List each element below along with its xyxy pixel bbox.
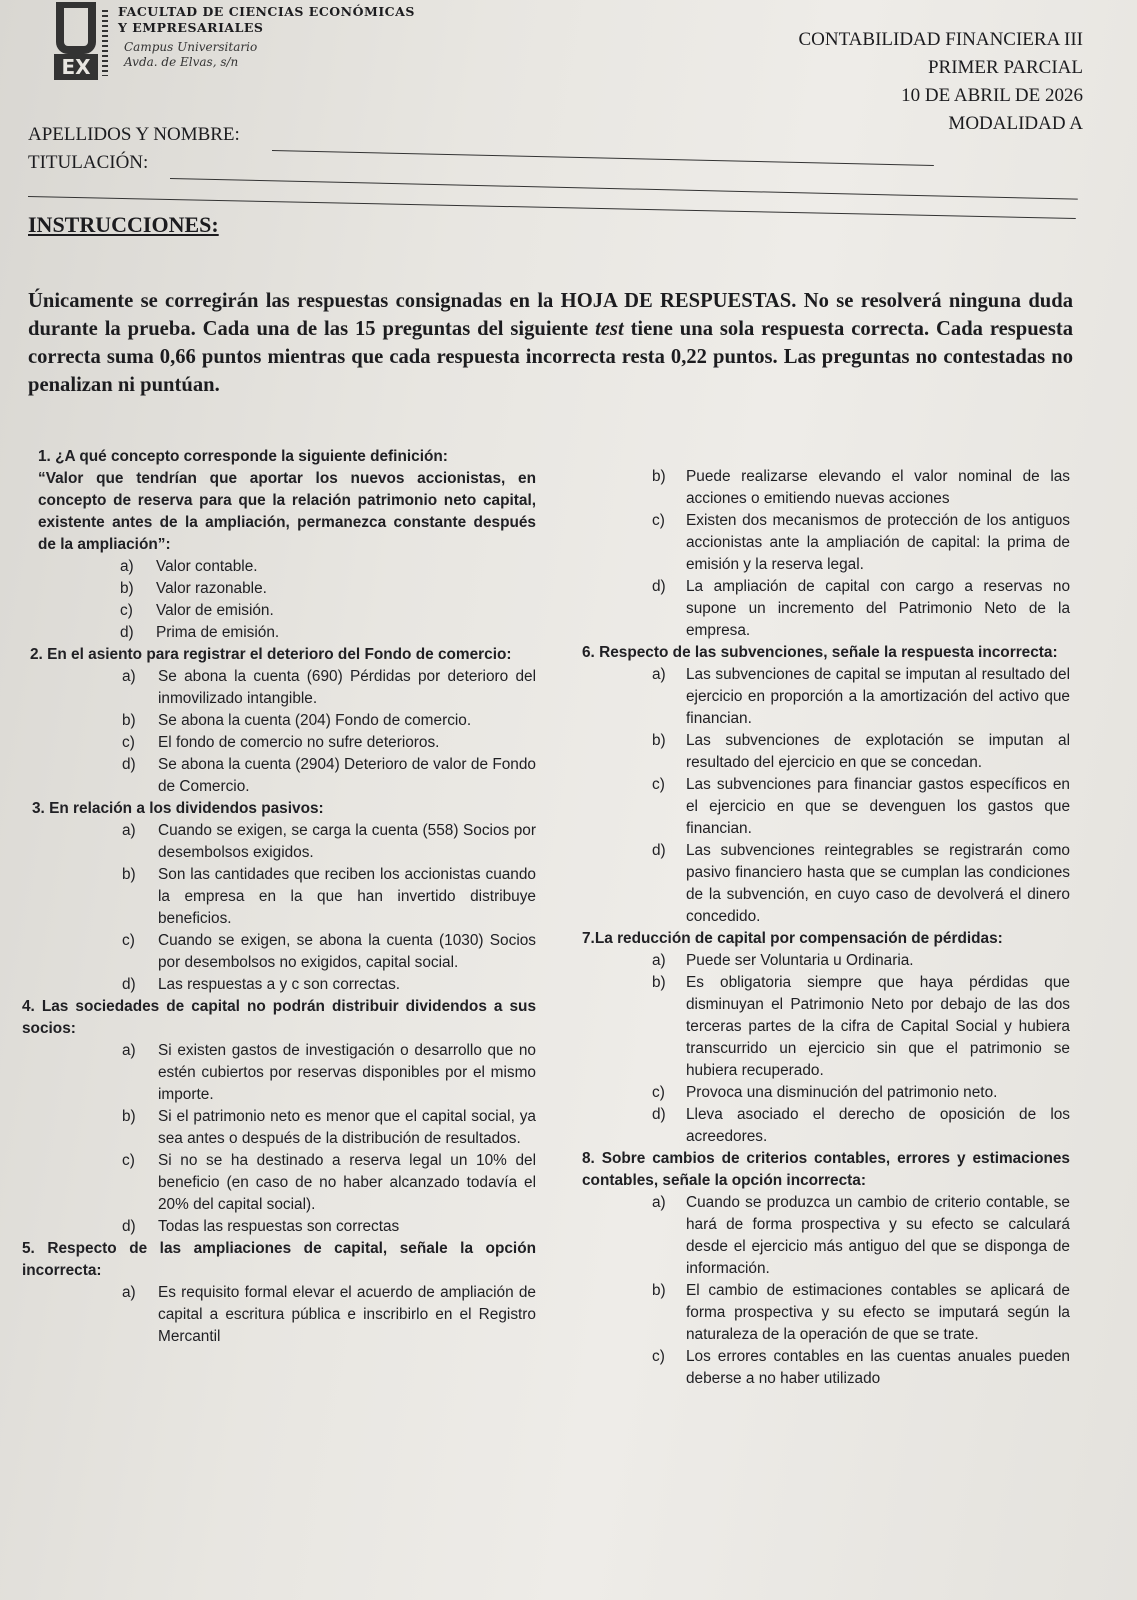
answer-option[interactable] bbox=[582, 1280, 1070, 1346]
option-text: Puede realizarse elevando el valor nominal de las acciones o emitiendo nuevas acciones bbox=[686, 468, 1070, 507]
option-text: Es requisito formal elevar el acuerdo de ampliación de capital a escritura pública e inscribirlo en el Registro Mercantil bbox=[158, 1284, 536, 1345]
answer-option[interactable] bbox=[582, 1192, 1070, 1280]
option-text: Se abona la cuenta (690) Pérdidas por deterioro del inmovilizado intangible. bbox=[158, 668, 536, 707]
question-6 bbox=[582, 642, 1070, 928]
faculty-name bbox=[118, 4, 415, 36]
option-letter: b) bbox=[122, 866, 136, 883]
question-3-title: 3. En relación a los dividendos pasivos: bbox=[32, 800, 324, 817]
option-letter: c) bbox=[120, 602, 133, 619]
answer-option[interactable] bbox=[30, 666, 536, 710]
option-text: Prima de emisión. bbox=[156, 624, 280, 641]
option-letter: c) bbox=[652, 512, 665, 529]
address-line: Avda. de Elvas, s/n bbox=[124, 55, 239, 69]
option-letter: c) bbox=[652, 1348, 665, 1365]
answer-option[interactable] bbox=[582, 466, 1070, 510]
option-letter: a) bbox=[122, 668, 136, 685]
option-text: Lleva asociado el derecho de oposición de los acreedores. bbox=[686, 1106, 1070, 1145]
option-text: Las subvenciones de capital se imputan al resultado del ejercicio en proporción a la amortización del activo que financian. bbox=[686, 666, 1070, 727]
answer-option[interactable] bbox=[22, 1282, 536, 1348]
answer-option[interactable] bbox=[38, 622, 536, 644]
instructions-text bbox=[28, 287, 1073, 399]
option-letter: c) bbox=[652, 776, 665, 793]
option-text: El cambio de estimaciones contables se aplicará de forma prospectiva y su efecto se imputará según la naturaleza de la operación de que se trate. bbox=[686, 1282, 1070, 1343]
answer-option[interactable] bbox=[32, 864, 536, 930]
option-letter: d) bbox=[652, 578, 666, 595]
option-text: Valor razonable. bbox=[156, 580, 267, 597]
option-letter: c) bbox=[122, 734, 135, 751]
option-letter: d) bbox=[122, 1218, 136, 1235]
option-text: Los errores contables en las cuentas anuales pueden deberse a no haber utilizado bbox=[686, 1348, 1070, 1387]
exam-header bbox=[798, 28, 1083, 136]
question-3 bbox=[32, 798, 536, 996]
option-text: Todas las respuestas son correctas bbox=[158, 1218, 400, 1235]
option-text: Es obligatoria siempre que haya pérdidas que disminuyan el Patrimonio Neto por debajo de las dos terceras partes de la cifra de Capital Social y hubiera transcurrido un ejercicio sin que el patrimonio se hubiera recuperado. bbox=[686, 974, 1070, 1079]
answer-option[interactable] bbox=[582, 950, 1070, 972]
exam-date: 10 DE ABRIL DE 2026 bbox=[901, 85, 1083, 106]
right-column bbox=[582, 466, 1070, 1390]
option-text: Si existen gastos de investigación o desarrollo que no estén cubiertos por reservas disponibles por el mismo importe. bbox=[158, 1042, 536, 1103]
option-text: Puede ser Voluntaria u Ordinaria. bbox=[686, 952, 914, 969]
answer-option[interactable] bbox=[32, 974, 536, 996]
campus-address bbox=[124, 40, 257, 70]
answer-option[interactable] bbox=[22, 1150, 536, 1216]
answer-option[interactable] bbox=[582, 576, 1070, 642]
question-2 bbox=[30, 644, 536, 798]
option-letter: a) bbox=[652, 666, 666, 683]
question-4 bbox=[22, 996, 536, 1238]
option-text: El fondo de comercio no sufre deterioros. bbox=[158, 734, 440, 751]
option-letter: a) bbox=[652, 952, 666, 969]
option-text: Valor de emisión. bbox=[156, 602, 274, 619]
option-letter: b) bbox=[652, 468, 666, 485]
option-text: Se abona la cuenta (2904) Deterioro de valor de Fondo de Comercio. bbox=[158, 756, 536, 795]
question-8-title: 8. Sobre cambios de criterios contables, errores y estimaciones contables, señale la opción incorrecta: bbox=[582, 1150, 1070, 1189]
option-letter: d) bbox=[122, 756, 136, 773]
option-text: Si no se ha destinado a reserva legal un 10% del beneficio (en caso de no haber alcanzado todavía el 20% del capital social). bbox=[158, 1152, 536, 1213]
course-title: CONTABILIDAD FINANCIERA III bbox=[798, 29, 1083, 50]
option-text: Provoca una disminución del patrimonio neto. bbox=[686, 1084, 998, 1101]
left-column bbox=[22, 446, 536, 1348]
answer-option[interactable] bbox=[582, 1346, 1070, 1390]
option-text: Las respuestas a y c son correctas. bbox=[158, 976, 401, 993]
answer-option[interactable] bbox=[32, 820, 536, 864]
option-text: Las subvenciones de explotación se imputan al resultado del ejercicio en que se concedan. bbox=[686, 732, 1070, 771]
option-letter: b) bbox=[120, 580, 134, 597]
instructions-heading: INSTRUCCIONES: bbox=[28, 212, 219, 237]
campus-line: Campus Universitario bbox=[124, 40, 258, 54]
option-text: La ampliación de capital con cargo a reservas no supone un incremento del Patrimonio Neto de la empresa. bbox=[686, 578, 1070, 639]
answer-option[interactable] bbox=[22, 1216, 536, 1238]
logo-strip-shape bbox=[102, 10, 108, 76]
degree-label: TITULACIÓN: bbox=[28, 152, 149, 173]
option-text: Se abona la cuenta (204) Fondo de comercio. bbox=[158, 712, 472, 729]
degree-line[interactable] bbox=[170, 178, 1078, 200]
answer-option[interactable] bbox=[38, 578, 536, 600]
faculty-line2: Y EMPRESARIALES bbox=[118, 20, 264, 35]
question-4-title: 4. Las sociedades de capital no podrán distribuir dividendos a sus socios: bbox=[22, 998, 536, 1037]
faculty-line1: FACULTAD DE CIENCIAS ECONÓMICAS bbox=[118, 4, 415, 19]
option-text: Cuando se produzca un cambio de criterio contable, se hará de forma prospectiva y su efecto se calculará desde el ejercicio más antiguo del que se disponga de información. bbox=[686, 1194, 1070, 1277]
option-text: Son las cantidades que reciben los accionistas cuando la empresa en la que han invertido distribuye beneficios. bbox=[158, 866, 536, 927]
option-letter: b) bbox=[122, 712, 136, 729]
option-letter: d) bbox=[122, 976, 136, 993]
question-1-body: “Valor que tendrían que aportar los nuevos accionistas, en concepto de reserva para que la relación patrimonio neto capital, existente antes de la ampliación, permanezca constante después de la ampliación”: bbox=[38, 470, 536, 553]
question-2-title: 2. En el asiento para registrar el deterioro del Fondo de comercio: bbox=[30, 646, 512, 663]
name-line[interactable] bbox=[272, 150, 934, 166]
question-1-title: 1. ¿A qué concepto corresponde la siguiente definición: bbox=[38, 448, 448, 465]
question-7 bbox=[582, 928, 1070, 1148]
option-text: Cuando se exigen, se carga la cuenta (558) Socios por desembolsos exigidos. bbox=[158, 822, 536, 861]
option-letter: a) bbox=[122, 1042, 136, 1059]
option-text: Valor contable. bbox=[156, 558, 258, 575]
question-5-continued bbox=[582, 466, 1070, 642]
option-letter: d) bbox=[120, 624, 134, 641]
answer-option[interactable] bbox=[38, 600, 536, 622]
logo-ex-text: EX bbox=[54, 54, 98, 80]
answer-option[interactable] bbox=[22, 1106, 536, 1150]
exam-modality: MODALIDAD A bbox=[948, 113, 1083, 134]
option-letter: c) bbox=[652, 1084, 665, 1101]
question-7-title: 7.La reducción de capital por compensación de pérdidas: bbox=[582, 930, 1003, 947]
option-text: Existen dos mecanismos de protección de los antiguos accionistas ante la ampliación de capital: la prima de emisión y la reserva legal. bbox=[686, 512, 1070, 573]
option-letter: b) bbox=[652, 974, 666, 991]
answer-option[interactable] bbox=[22, 1040, 536, 1106]
logo-u-shape bbox=[56, 8, 96, 54]
option-letter: a) bbox=[122, 1284, 136, 1301]
question-5-title: 5. Respecto de las ampliaciones de capital, señale la opción incorrecta: bbox=[22, 1240, 536, 1279]
option-letter: c) bbox=[122, 932, 135, 949]
question-8 bbox=[582, 1148, 1070, 1390]
exam-name: PRIMER PARCIAL bbox=[927, 57, 1083, 78]
option-letter: d) bbox=[652, 842, 666, 859]
university-logo bbox=[34, 0, 124, 82]
option-text: Cuando se exigen, se abona la cuenta (1030) Socios por desembolsos no exigidos, capital social. bbox=[158, 932, 536, 971]
question-6-title: 6. Respecto de las subvenciones, señale la respuesta incorrecta: bbox=[582, 644, 1058, 661]
option-text: Las subvenciones reintegrables se registrarán como pasivo financiero hasta que se cumplan las condiciones de la subvención, en cuyo caso de devolverá el dinero concedido. bbox=[686, 842, 1070, 925]
answer-option[interactable] bbox=[38, 556, 536, 578]
option-letter: a) bbox=[120, 558, 134, 575]
option-letter: b) bbox=[652, 1282, 666, 1299]
option-letter: c) bbox=[122, 1152, 135, 1169]
answer-option[interactable] bbox=[32, 930, 536, 974]
option-letter: b) bbox=[652, 732, 666, 749]
answer-option[interactable] bbox=[582, 730, 1070, 774]
answer-option[interactable] bbox=[582, 1104, 1070, 1148]
answer-option[interactable] bbox=[30, 732, 536, 754]
instructions-text-b: tiene una sola respuesta correcta. Cada respuesta correcta suma 0,66 puntos mientras que cada respuesta incorrecta resta 0,22 puntos. Las preguntas no contestadas no penalizan ni puntúan. bbox=[28, 318, 1073, 396]
option-letter: a) bbox=[652, 1194, 666, 1211]
answer-option[interactable] bbox=[30, 754, 536, 798]
option-letter: d) bbox=[652, 1106, 666, 1123]
answer-option[interactable] bbox=[30, 710, 536, 732]
answer-option[interactable] bbox=[582, 664, 1070, 730]
question-5 bbox=[22, 1238, 536, 1348]
answer-option[interactable] bbox=[582, 972, 1070, 1082]
instructions-text-italic: test bbox=[595, 318, 624, 340]
option-letter: b) bbox=[122, 1108, 136, 1125]
answer-option[interactable] bbox=[582, 510, 1070, 576]
option-text: Las subvenciones para financiar gastos específicos en el ejercicio en que se devenguen los gastos que financian. bbox=[686, 776, 1070, 837]
option-text: Si el patrimonio neto es menor que el capital social, ya sea antes o después de la distribución de resultados. bbox=[158, 1108, 536, 1147]
name-label: APELLIDOS Y NOMBRE: bbox=[28, 124, 240, 145]
instructions-text-a: Únicamente se corregirán las respuestas consignadas en la HOJA DE RESPUESTAS. No se resolverá ninguna duda durante la prueba. Cada una de las 15 preguntas del siguiente bbox=[28, 290, 1073, 340]
answer-option[interactable] bbox=[582, 1082, 1070, 1104]
question-1 bbox=[38, 446, 536, 644]
option-letter: a) bbox=[122, 822, 136, 839]
answer-option[interactable] bbox=[582, 840, 1070, 928]
answer-option[interactable] bbox=[582, 774, 1070, 840]
